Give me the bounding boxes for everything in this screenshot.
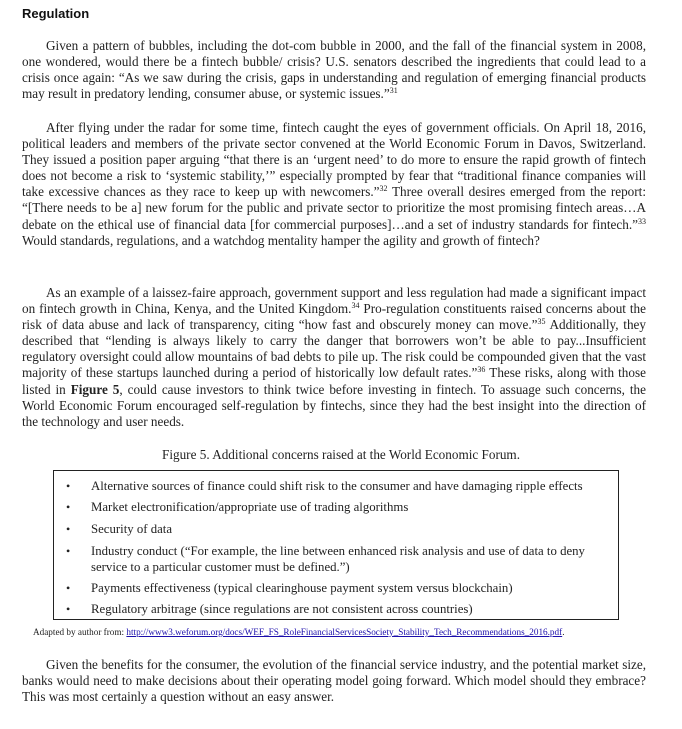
figure-caption-text: Additional concerns raised at the World Economic Forum. [209, 447, 520, 462]
bullet-icon: • [66, 522, 71, 536]
source-prefix: Adapted by author from: [33, 627, 127, 637]
list-item-text: Regulatory arbitrage (since regulations are not consistent across countries) [91, 602, 473, 616]
bullet-icon: • [66, 500, 71, 514]
paragraph-3-text-b: Pro-regulation constituents raised concerns about the risk of data abuse and lack of transparency, citing “how fast and obscurely money can move.” [22, 301, 646, 333]
figure-reference: Figure 5 [70, 381, 120, 397]
paragraph-3-text-a: As an example of a laissez-faire approach, government support and less regulation had made a significant impact on fintech growth in China, Kenya, and the United Kingdom. [22, 285, 646, 317]
footnote-ref: 33 [638, 216, 646, 226]
figure-caption [0, 447, 682, 463]
paragraph-3-text-e: , could cause investors to think twice before investing in fintech. To assuage such concerns, the World Economic Forum encouraged self-regulation by fintechs, since they had the best insight into the direction of the technology and user needs. [22, 381, 646, 429]
figure-label: Figure 5. [162, 447, 210, 462]
list-item-text: Alternative sources of finance could shift risk to the consumer and have damaging ripple effects [91, 479, 583, 493]
footnote-ref: 32 [379, 184, 388, 194]
footnote-ref: 31 [389, 86, 398, 96]
paragraph-4-text: Given the benefits for the consumer, the evolution of the financial service industry, and the potential market size, banks would need to make decisions about their operating model going forward. Which model should they embrace? This was most certainly a question without an easy answer. [22, 657, 646, 705]
paragraph-3-text-c: Additionally, they described that “lending is always likely to carry the danger that borrowers won’t be able to pay...Insufficient regulatory oversight could allow mountains of bad debts to pile up. The risk could be compounded given that the vast majority of these startups launched during a period of historically low default rates.” [22, 317, 646, 381]
paragraph-2-text-a: After flying under the radar for some time, fintech caught the eyes of government officials. On April 18, 2016, political leaders and members of the private sector convened at the World Economic Forum in Davos, Switzerland. They issued a position paper arguing “that there is an ‘urgent need’ to do more to ensure the rapid growth of fintech does not become a risk to ‘systemic stability,’” especially prompted by fear that “traditional finance companies will take excessive chances as they race to keep up with newcomers.” [22, 120, 646, 200]
paragraph-3-text-d: These risks, along with those listed in [22, 365, 646, 397]
paragraph-4 [22, 657, 646, 705]
source-suffix: . [562, 627, 565, 637]
paragraph-2 [22, 120, 646, 249]
paragraph-2-text-c: Would standards, regulations, and a watchdog mentality hamper the agility and growth of fintech? [22, 232, 540, 248]
list-item-text: Market electronification/appropriate use of trading algorithms [91, 500, 409, 514]
figure-source [33, 627, 673, 637]
figure-box [53, 470, 619, 620]
paragraph-1 [22, 38, 646, 102]
paragraph-3 [22, 285, 646, 430]
list-item-text: Security of data [91, 522, 173, 536]
list-item-text: Industry conduct (“For example, the line between enhanced risk analysis and use of data to deny service to a particular customer must be defined.”) [91, 544, 585, 574]
bullet-icon: • [66, 581, 71, 595]
source-link[interactable]: http://www3.weforum.org/docs/WEF_FS_RoleFinancialServicesSociety_Stability_Tech_Recommendations_2016.pdf [126, 627, 563, 637]
section-heading: Regulation [22, 6, 90, 21]
footnote-ref: 34 [351, 301, 360, 311]
bullet-icon: • [66, 602, 71, 616]
list-item-text: Payments effectiveness (typical clearinghouse payment system versus blockchain) [91, 581, 513, 595]
paragraph-2-text-b: Three overall desires emerged from the report: “[There needs to be a] new forum for the public and private sector to prioritize the most promising fintech areas…A debate on the ethical use of financial data [for commercial purposes]…and a set of industry standards for fintech.” [22, 184, 646, 232]
bullet-icon: • [66, 479, 71, 493]
footnote-ref: 36 [477, 365, 486, 375]
paragraph-1-text: Given a pattern of bubbles, including the dot-com bubble in 2000, and the fall of the financial system in 2008, one wondered, would there be a fintech bubble/ crisis? U.S. senators described the ingredients that could lead to a crisis once again: “As we saw during the crisis, gaps in understanding and regulation of emerging financial products may result in predatory lending, consumer abuse, or systemic issues.” [22, 38, 646, 102]
footnote-ref: 35 [537, 317, 546, 327]
bullet-icon: • [66, 544, 71, 558]
